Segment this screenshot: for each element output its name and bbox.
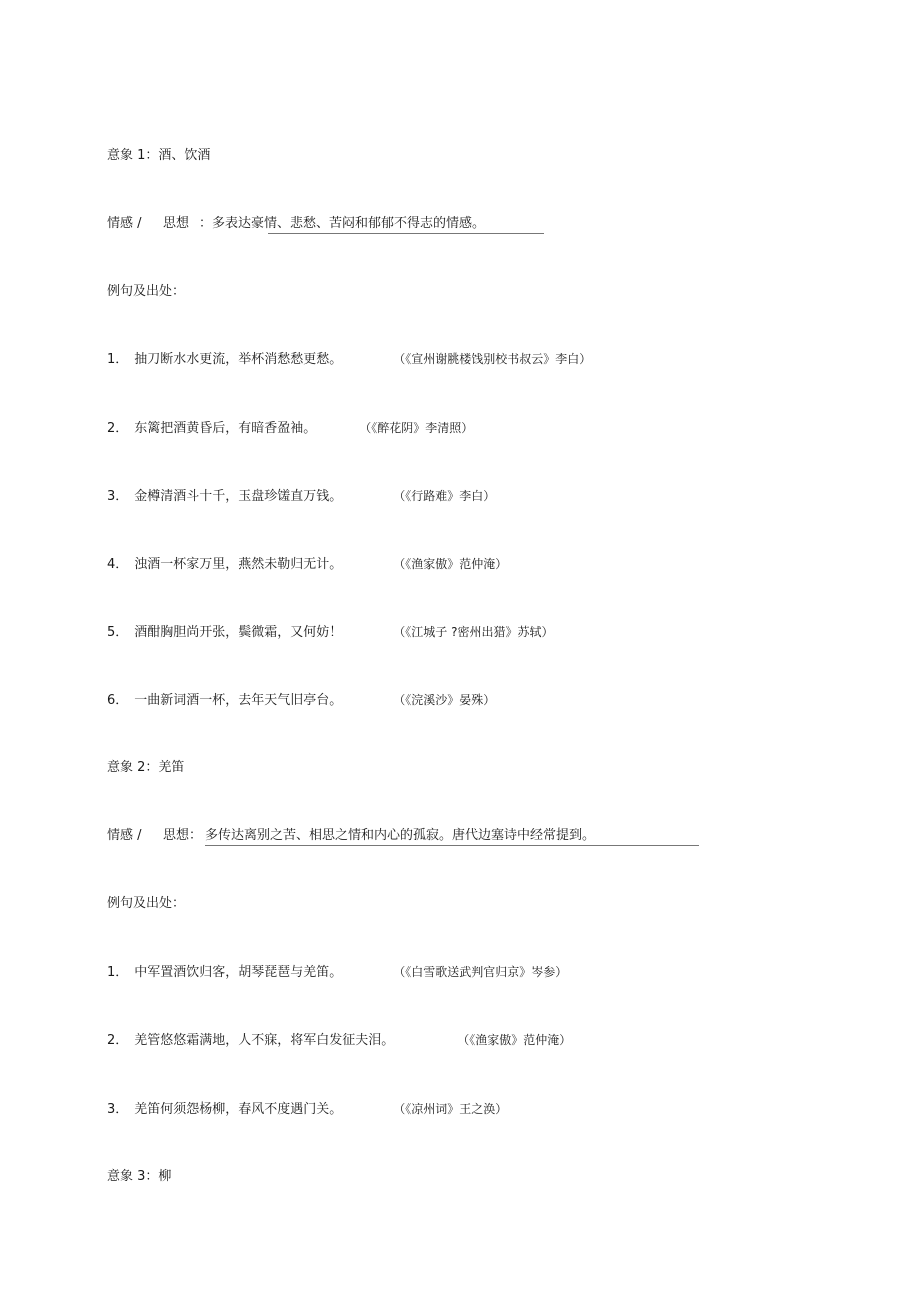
section2-emotion-text: 多传达离别之苦、相思之情和内心的孤寂。唐代边塞诗中经常提到。 bbox=[205, 828, 596, 843]
section1-example-3 bbox=[107, 488, 495, 505]
example-number: 6． bbox=[107, 693, 129, 708]
example-number: 5． bbox=[107, 625, 129, 640]
example-number: 1． bbox=[107, 965, 129, 980]
section1-example-6 bbox=[107, 692, 495, 709]
example-source: （《渔家傲》范仲淹） bbox=[393, 557, 508, 571]
section2-example-1 bbox=[107, 964, 567, 981]
section2-example-2 bbox=[107, 1032, 571, 1049]
example-text: 浊酒一杯家万里，燕然未勒归无计。 bbox=[134, 557, 343, 572]
example-source: （《宣州谢脁楼饯别校书叔云》李白） bbox=[393, 352, 592, 366]
example-text: 羌笛何须怨杨柳，春风不度遇门关。 bbox=[134, 1102, 343, 1117]
example-number: 1． bbox=[107, 352, 129, 367]
example-number: 4． bbox=[107, 557, 129, 572]
section2-examples-label: 例句及出处： bbox=[107, 896, 186, 911]
section1-emotion-row bbox=[107, 216, 485, 232]
example-text: 中军置酒饮归客，胡琴琵琶与羌笛。 bbox=[134, 965, 343, 980]
section1-example-5 bbox=[107, 624, 553, 641]
example-text: 金樽清酒斗十千，玉盘珍馐直万钱。 bbox=[134, 489, 343, 504]
example-text: 酒酣胸胆尚开张，鬓微霜，又何妨！ bbox=[134, 625, 343, 640]
section1-examples-label: 例句及出处： bbox=[107, 284, 186, 299]
section2-emotion-row bbox=[107, 828, 595, 844]
example-text: 抽刀断水水更流，举杯消愁愁更愁。 bbox=[134, 352, 343, 367]
example-number: 2． bbox=[107, 421, 129, 436]
section2-heading: 意象 2：羌笛 bbox=[107, 760, 185, 775]
example-source: （《渔家傲》范仲淹） bbox=[457, 1033, 572, 1047]
example-text: 一曲新词酒一杯，去年天气旧亭台。 bbox=[134, 693, 343, 708]
section1-emotion-label: 情感 / bbox=[107, 216, 142, 231]
section3-heading: 意象 3：柳 bbox=[107, 1169, 172, 1184]
section1-example-2 bbox=[107, 420, 473, 437]
section2-emotion-underline bbox=[205, 845, 699, 846]
example-number: 2． bbox=[107, 1033, 129, 1048]
example-source: （《行路难》李白） bbox=[393, 489, 496, 503]
section2-thought-label: 思想： bbox=[163, 828, 203, 843]
section1-emotion-text: ：多表达豪情、悲愁、苦闷和郁郁不得志的情感。 bbox=[199, 216, 486, 231]
example-source: （《白雪歌送武判官归京》岑参） bbox=[393, 965, 568, 979]
example-number: 3． bbox=[107, 1102, 129, 1117]
example-text: 东篱把酒黄昏后，有暗香盈袖。 bbox=[134, 421, 317, 436]
section1-example-1 bbox=[107, 351, 591, 368]
example-source: （《醉花阴》李清照） bbox=[359, 421, 474, 435]
example-source: （《江城子 ?密州出猎》苏轼） bbox=[393, 625, 554, 639]
example-source: （《浣溪沙》晏殊） bbox=[393, 693, 496, 707]
example-text: 羌管悠悠霜满地，人不寐，将军白发征夫泪。 bbox=[134, 1033, 395, 1048]
section2-emotion-label: 情感 / bbox=[107, 828, 142, 843]
section1-emotion-underline bbox=[268, 233, 544, 234]
section1-example-4 bbox=[107, 556, 507, 573]
example-number: 3． bbox=[107, 489, 129, 504]
example-source: （《凉州词》王之涣） bbox=[393, 1102, 508, 1116]
section1-heading: 意象 1：酒、饮酒 bbox=[107, 148, 211, 163]
section1-thought-label: 思想 bbox=[163, 216, 190, 231]
section2-example-3 bbox=[107, 1101, 507, 1118]
